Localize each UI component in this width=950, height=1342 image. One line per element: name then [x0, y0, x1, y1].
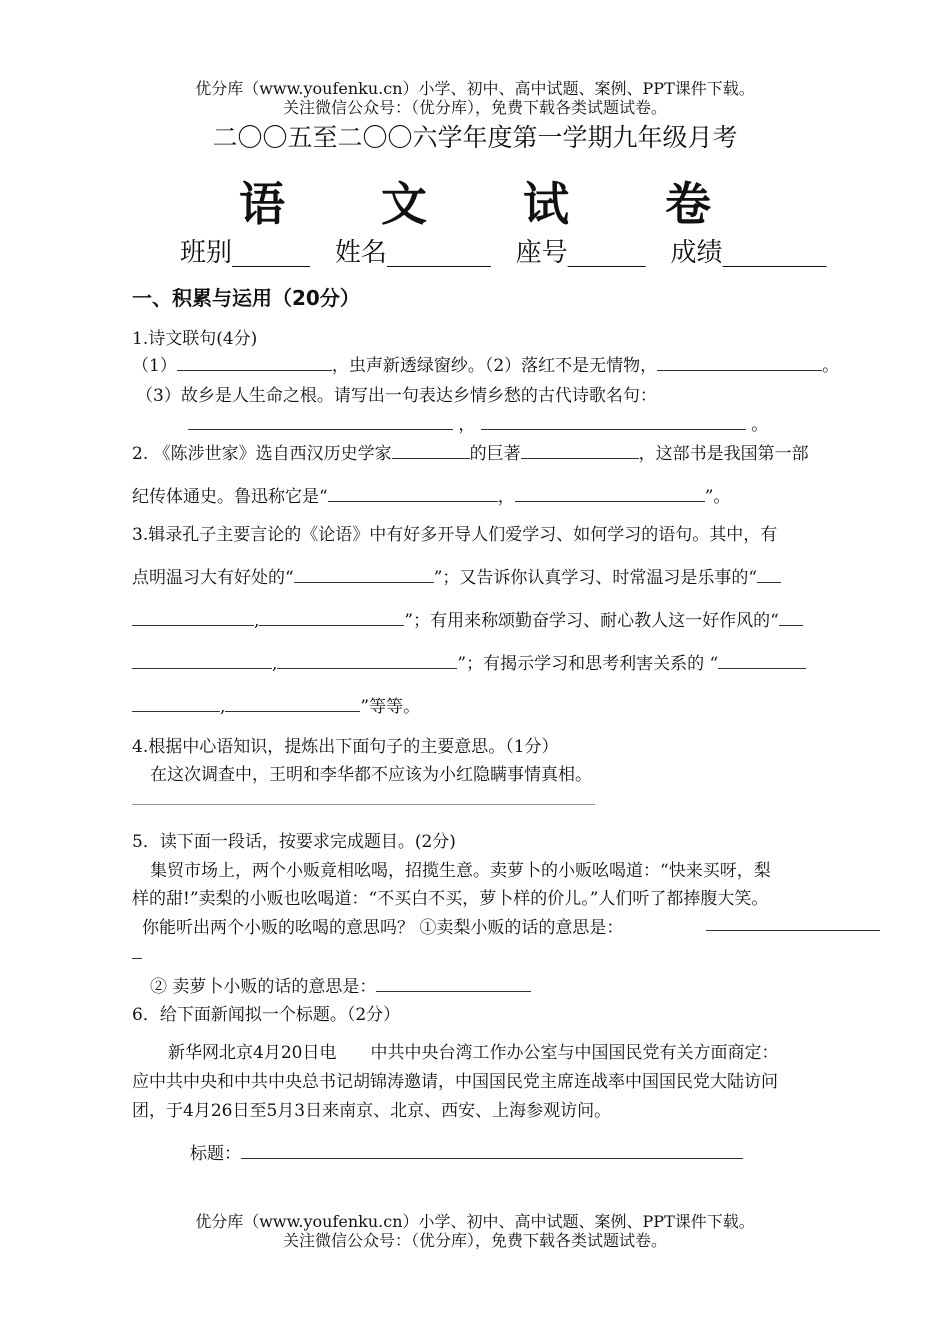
q3-text-c: , [254, 611, 260, 631]
q6-news-line-1: 新华网北京4月20日电 中共中央台湾工作办公室与中国国民党有关方面商定： [168, 1043, 779, 1063]
q4-sentence: 在这次调查中，王明和李华都不应该为小红隐瞒事情真相。 [150, 765, 592, 785]
q5-blank-2[interactable] [376, 974, 531, 992]
q6-news-line-3: 团，于4月26日至5月3日来南京、北京、西安、上海参观访问。 [132, 1101, 612, 1121]
score-field[interactable]: 成绩________ [670, 238, 827, 268]
q3-blank-6a[interactable] [718, 651, 806, 669]
q2-blank-book[interactable] [521, 441, 639, 459]
q1-line-a [132, 351, 839, 376]
q1-line-b: （3）故乡是人生命之根。请写出一句表达乡情乡愁的古代诗歌名句： [136, 386, 657, 406]
q2-text-a: 2. 《陈涉世家》选自西汉历史学家 [132, 444, 392, 464]
q3-blank-2b[interactable] [132, 608, 254, 626]
q1-blank-2[interactable] [657, 353, 822, 371]
q2-blank-historian[interactable] [392, 441, 470, 459]
q5-paragraph-1: 集贸市场上，两个小贩竟相吆喝，招揽生意。卖萝卜的小贩吆喝道：“快来买呀，梨 [150, 861, 771, 881]
q1-part1-label: （1） [132, 356, 177, 376]
q6-title-row [190, 1139, 743, 1164]
q3-blank-7[interactable] [225, 694, 360, 712]
q1-heading: 1.诗文联句(4分) [132, 329, 258, 349]
q3-line-4 [132, 649, 806, 674]
q2-line-2 [132, 482, 730, 507]
q5-blank-1b[interactable] [132, 958, 142, 959]
q3-blank-3[interactable] [259, 608, 404, 626]
q1-blank-3[interactable] [188, 412, 453, 430]
q1-line-c-comma: ， [458, 415, 476, 435]
header-line-1: 优分库（www.youfenku.cn）小学、初中、高中试题、案例、PPT课件下载。 [195, 79, 755, 98]
q3-text-b: ”；又告诉你认真学习、时常温习是乐事的“ [433, 568, 758, 588]
student-info-fields [180, 232, 826, 269]
q3-blank-2a[interactable] [757, 565, 781, 583]
q1-blank-4[interactable] [481, 412, 746, 430]
q3-line-3 [132, 606, 803, 631]
q3-blank-6b[interactable] [132, 694, 220, 712]
name-field[interactable]: 姓名________ [334, 238, 491, 268]
q2-text-f: ”。 [704, 487, 731, 507]
q3-line-1: 3.辑录孔子主要言论的《论语》中有好多开导人们爱学习、如何学习的语句。其中，有 [132, 525, 778, 545]
q3-blank-4a[interactable] [779, 608, 803, 626]
q1-blank-1[interactable] [177, 353, 332, 371]
q3-text-a: 点明温习大有好处的“ [132, 568, 294, 588]
q2-text-d: 纪传体通史。鲁迅称它是“ [132, 487, 328, 507]
q6-title-label: 标题： [190, 1144, 241, 1164]
class-field[interactable]: 班别______ [180, 238, 311, 268]
q1-line-a-text: ，虫声新透绿窗纱。（2）落红不是无情物， [331, 356, 658, 376]
q1-line-c-end: 。 [751, 415, 769, 435]
footer-line-2: 关注微信公众号：（优分库），免费下载各类试题试卷。 [282, 1231, 667, 1250]
q6-title-input[interactable] [241, 1141, 743, 1159]
q6-heading: 6．给下面新闻拟一个标题。（2分） [132, 1005, 401, 1025]
q3-blank-5[interactable] [277, 651, 457, 669]
seat-number-field[interactable]: 座号______ [515, 238, 646, 268]
q5-paragraph-2: 样的甜!”卖梨的小贩也吆喝道：“不买白不买，萝卜样的价儿。”人们听了都捧腹大笑。 [132, 889, 769, 909]
q5-heading: 5．读下面一段话，按要求完成题目。(2分) [132, 832, 456, 852]
q5-question-1-text: 你能听出两个小贩的吆喝的意思吗？ ①卖梨小贩的话的意思是： [142, 918, 624, 938]
q5-question-2 [150, 972, 531, 997]
header-line-2: 关注微信公众号：（优分库），免费下载各类试题试卷。 [282, 98, 667, 117]
q3-text-h: ”等等。 [360, 697, 421, 717]
q1-line-c [188, 410, 768, 435]
q4-heading: 4.根据中心语知识，提炼出下面句子的主要意思。（1分） [132, 737, 559, 757]
q1-line-a-end: 。 [822, 356, 840, 376]
q4-answer-line[interactable] [132, 804, 595, 805]
q5-question-2-text: ② 卖萝卜小贩的话的意思是： [150, 977, 377, 997]
q2-blank-quote-2[interactable] [515, 484, 705, 502]
q2-line-1 [132, 439, 809, 464]
q2-blank-quote-1[interactable] [328, 484, 498, 502]
exam-subtitle: 二〇〇五至二〇〇六学年度第一学期九年级月考 [212, 123, 738, 152]
q2-text-c: ，这部书是我国第一部 [638, 444, 809, 464]
q3-blank-1[interactable] [294, 565, 434, 583]
q5-question-1 [142, 913, 623, 938]
q3-line-5 [132, 692, 420, 717]
q3-text-d: ”；有用来称颂勤奋学习、耐心教人这一好作风的“ [404, 611, 779, 631]
q3-text-e: , [272, 654, 278, 674]
q3-blank-4b[interactable] [132, 651, 272, 669]
section-1-title: 一、积累与运用（20分） [132, 286, 360, 310]
exam-title: 语 文 试 卷 [238, 177, 752, 231]
q5-blank-1a[interactable] [706, 930, 880, 931]
q3-text-g: , [220, 697, 226, 717]
q6-news-line-2: 应中共中央和中共中央总书记胡锦涛邀请，中国国民党主席连战率中国国民党大陆访问 [132, 1072, 778, 1092]
q3-line-2 [132, 563, 781, 588]
q2-text-b: 的巨著 [469, 444, 521, 464]
footer-line-1: 优分库（www.youfenku.cn）小学、初中、高中试题、案例、PPT课件下载。 [195, 1212, 755, 1231]
q2-text-e: ， [497, 487, 515, 507]
q3-text-f: ”；有揭示学习和思考利害关系的 “ [457, 654, 719, 674]
